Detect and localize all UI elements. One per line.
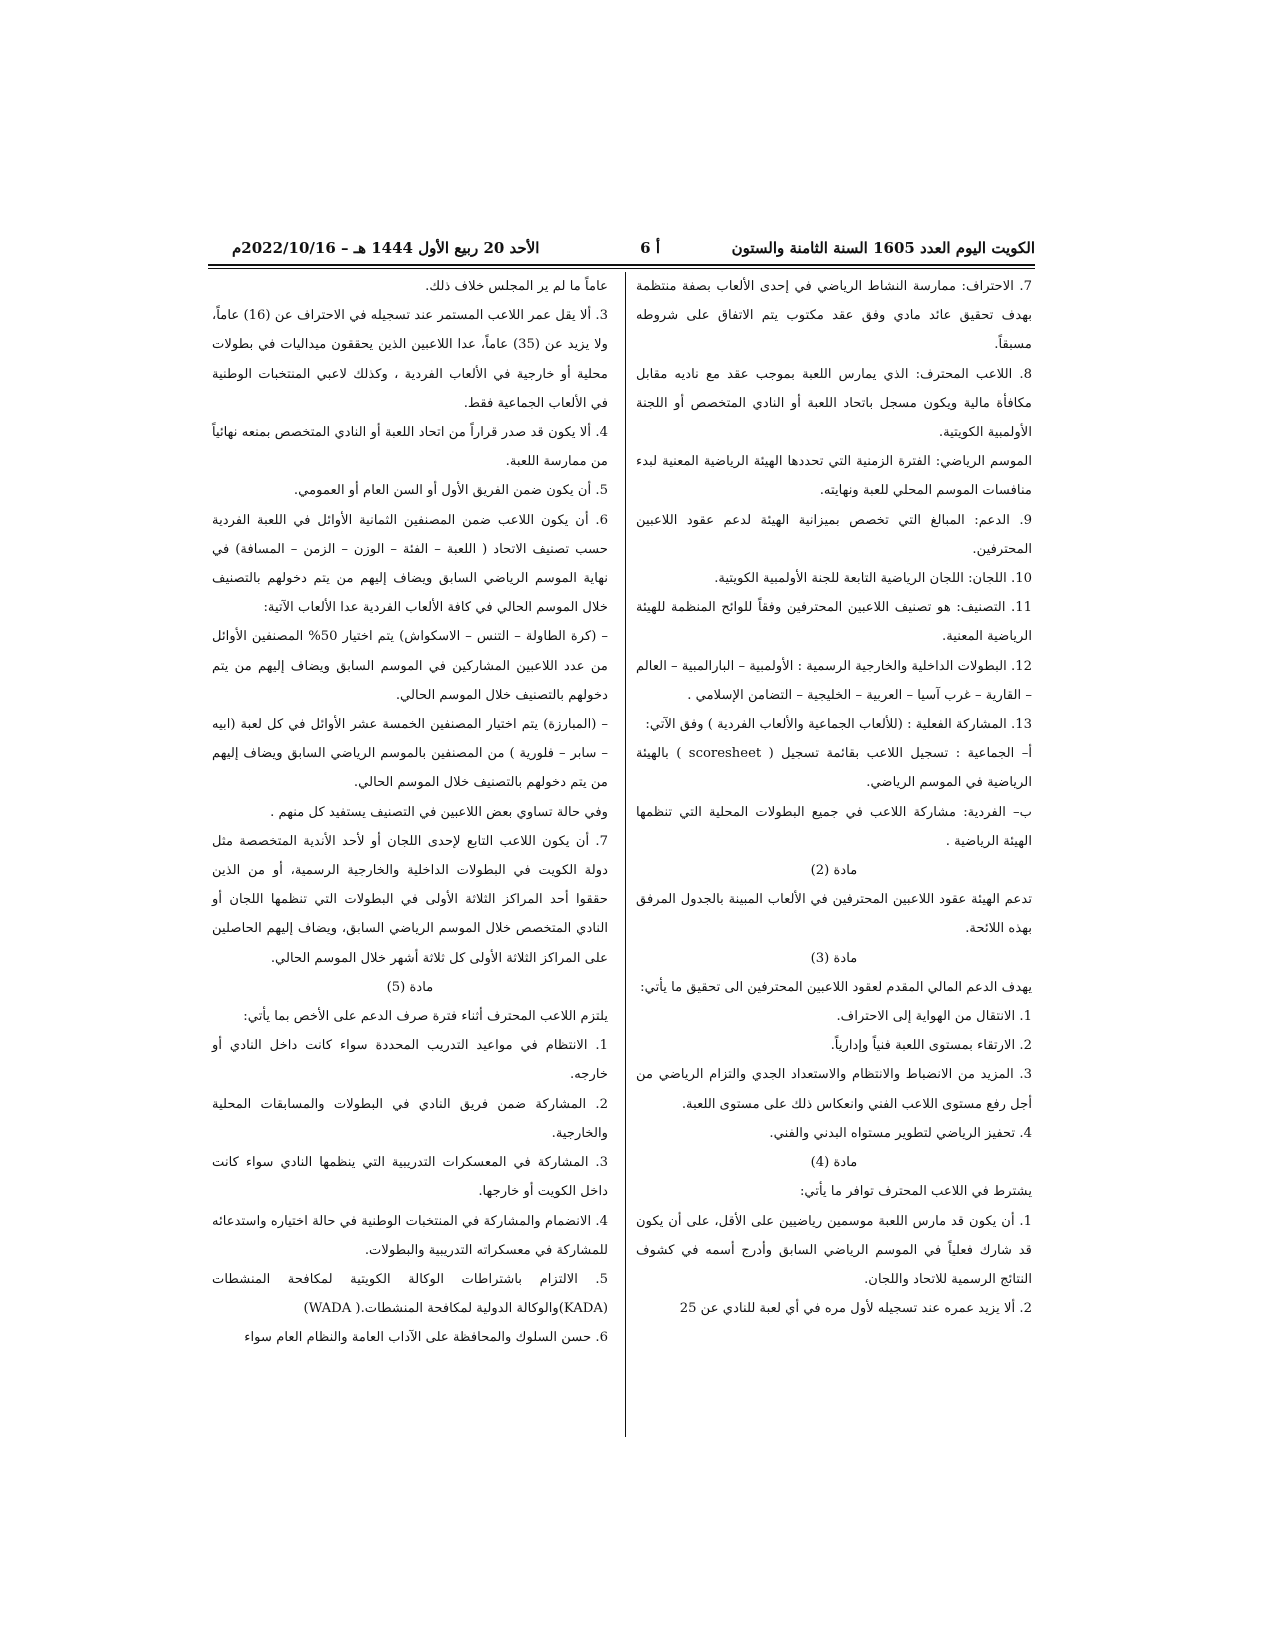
paragraph: 4. ألا يكون قد صدر قراراً من اتحاد اللعبة أو النادي المتخصص بمنعه نهائياً من ممارسة اللعبة. <box>212 425 608 470</box>
left-column <box>212 272 608 1353</box>
paragraph: وفي حالة تساوي بعض اللاعبين في التصنيف يستفيد كل منهم . <box>270 804 608 820</box>
paragraph: 12. البطولات الداخلية والخارجية الرسمية : الأولمبية – البارالمبية – العالم – القارية – غرب آسيا – العربية – الخليجية – التضامن الإسلامي . <box>636 658 1032 703</box>
paragraph: 1. أن يكون قد مارس اللعبة موسمين رياضيين على الأقل، على أن يكون قد شارك فعلياً في الموسم الرياضي السابق وأدرج أسمه في كشوف النتائج الرسمية للاتحاد واللجان. <box>636 1213 1032 1287</box>
paragraph: 5. الالتزام باشتراطات الوكالة الكويتية لمكافحة المنشطات (KADA)والوكالة الدولية لمكافحة المنشطات.( WADA) <box>212 1271 608 1317</box>
paragraph: تدعم الهيئة عقود اللاعبين المحترفين في الألعاب المبينة بالجدول المرفق بهذه اللائحة. <box>636 892 1032 937</box>
paragraph: 5. أن يكون ضمن الفريق الأول أو السن العام أو العمومي. <box>293 483 608 499</box>
right-column <box>636 272 1032 1323</box>
paragraph: 13. المشاركة الفعلية : (للألعاب الجماعية والألعاب الفردية ) وفق الآتي: <box>645 717 1032 733</box>
paragraph: يهدف الدعم المالي المقدم لعقود اللاعبين المحترفين الى تحقيق ما يأتي: <box>640 979 1032 995</box>
paragraph: 9. الدعم: المبالغ التي تخصص بميزانية الهيئة لدعم عقود اللاعبين المحترفين. <box>636 512 1032 557</box>
paragraph: 11. التصنيف: هو تصنيف اللاعبين المحترفين وفقاً للوائح المنظمة للهيئة الرياضية المعنية. <box>636 600 1032 645</box>
issue-date: الأحد 20 ربيع الأول 1444 هـ – 2022/10/16م <box>232 239 540 257</box>
paragraph: الموسم الرياضي: الفترة الزمنية التي تحددها الهيئة الرياضية المعنية لبدء منافسات الموسم المحلي للعبة ونهايته. <box>636 454 1032 499</box>
paragraph: 7. الاحتراف: ممارسة النشاط الرياضي في إحدى الألعاب بصفة منتظمة بهدف تحقيق عائد مادي وفق عقد مكتوب يتم الاتفاق على شروطه مسبقاً. <box>636 279 1032 353</box>
paragraph: يلتزم اللاعب المحترف أثناء فترة صرف الدعم على الأخص بما يأتي: <box>243 1009 608 1025</box>
issue-info: الكويت اليوم العدد 1605 السنة الثامنة والستون <box>731 239 1035 257</box>
paragraph: 6. حسن السلوك والمحافظة على الآداب العامة والنظام العام سواء <box>244 1330 608 1346</box>
paragraph: 6. أن يكون اللاعب ضمن المصنفين الثمانية الأوائل في اللعبة الفردية حسب تصنيف الاتحاد ( اللعبة – الفئة – الوزن – الزمن – المسافة) في نهاية الموسم الرياضي السابق ويضاف إليهم من يتم دخولهم بالتصنيف خلال الموسم الحالي في كافة الألعاب الفردية عدا الألعاب الآتية: <box>212 512 608 616</box>
header-rule-thin <box>208 268 1035 269</box>
article-heading: مادة (5) <box>386 979 434 995</box>
page-header <box>208 236 1035 260</box>
paragraph: – (المبارزة) يتم اختيار المصنفين الخمسة عشر الأوائل في كل لعبة (ابيه – سابر – فلورية ) من المصنفين بالموسم الرياضي السابق ويضاف إليهم من يتم دخولهم بالتصنيف خلال الموسم الحالي. <box>212 717 608 791</box>
paragraph: 3. المزيد من الانضباط والانتظام والاستعداد الجدي والتزام الرياضي من أجل رفع مستوى اللاعب الفني وانعكاس ذلك على مستوى اللعبة. <box>636 1067 1032 1112</box>
paragraph: 2. المشاركة ضمن فريق النادي في البطولات والمسابقات المحلية والخارجية. <box>212 1096 608 1141</box>
column-divider <box>625 272 626 1437</box>
header-rule <box>208 264 1035 266</box>
paragraph: 3. المشاركة في المعسكرات التدريبية التي ينظمها النادي سواء كانت داخل الكويت أو خارجها. <box>212 1155 608 1200</box>
paragraph: 4. الانضمام والمشاركة في المنتخبات الوطنية في حالة اختياره واستدعائه للمشاركة في معسكراته التدريبية والبطولات. <box>212 1213 608 1258</box>
article-heading: مادة (3) <box>810 950 858 966</box>
paragraph: عاماً ما لم ير المجلس خلاف ذلك. <box>425 279 608 294</box>
paragraph: 10. اللجان: اللجان الرياضية التابعة للجنة الأولمبية الكويتية. <box>714 571 1032 587</box>
paragraph: 2. الارتقاء بمستوى اللعبة فنياً وإدارياً. <box>830 1038 1032 1054</box>
paragraph: يشترط في اللاعب المحترف توافر ما يأتي: <box>799 1184 1032 1200</box>
page-number: أ 6 <box>640 239 660 257</box>
paragraph: أ– الجماعية : تسجيل اللاعب بقائمة تسجيل ( scoresheet ) بالهيئة الرياضية في الموسم الرياضي. <box>636 746 1033 791</box>
paragraph: 2. ألا يزيد عمره عند تسجيله لأول مره في أي لعبة للنادي عن 25 <box>679 1301 1032 1317</box>
article-heading: مادة (4) <box>810 1155 858 1171</box>
paragraph: – (كرة الطاولة – التنس – الاسكواش) يتم اختيار 50% المصنفين الأوائل من عدد اللاعبين المشاركين في الموسم السابق ويضاف إليهم من يتم دخولهم بالتصنيف خلال الموسم الحالي. <box>212 629 609 703</box>
paragraph: 1. الانتقال من الهواية إلى الاحتراف. <box>836 1009 1032 1025</box>
paragraph: 7. أن يكون اللاعب التابع لإحدى اللجان أو لأحد الأندية المتخصصة مثل دولة الكويت في البطولات الداخلية والخارجية الرسمية، أو من الذين حققوا أحد المراكز الثلاثة الأولى في البطولات التي تنظمها اللجان أو النادي المتخصص خلال الموسم الرياضي السابق، ويضاف إليهم الحاصلين على المراكز الثلاثة الأولى كل ثلاثة أشهر خلال الموسم الحالي. <box>212 833 608 966</box>
paragraph: 4. تحفيز الرياضي لتطوير مستواه البدني والفني. <box>769 1125 1032 1141</box>
paragraph: 1. الانتظام في مواعيد التدريب المحددة سواء كانت داخل النادي أو خارجه. <box>212 1038 608 1083</box>
paragraph: 8. اللاعب المحترف: الذي يمارس اللعبة بموجب عقد مع ناديه مقابل مكافأة مالية ويكون مسجل باتحاد اللعبة أو النادي المتخصص أو اللجنة الأولمبية الكويتية. <box>636 366 1032 441</box>
paragraph: ب– الفردية: مشاركة اللاعب في جميع البطولات المحلية التي تنظمها الهيئة الرياضية . <box>636 804 1032 849</box>
article-heading: مادة (2) <box>810 863 858 879</box>
paragraph: 3. ألا يقل عمر اللاعب المستمر عند تسجيله في الاحتراف عن (16) عاماً، ولا يزيد عن (35) عاماً، عدا اللاعبين الذين يحققون ميداليات في بطولات محلية أو خارجية في الألعاب الفردية ، وكذلك لاعبي المنتخبات الوطنية في الألعاب الجماعية فقط. <box>212 308 608 411</box>
